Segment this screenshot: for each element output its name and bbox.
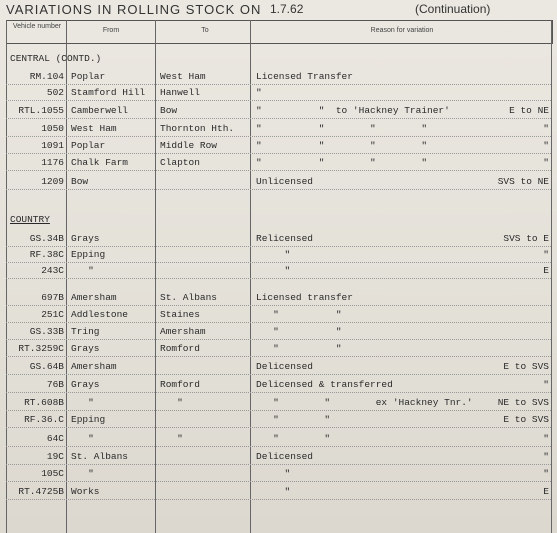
row-divider [6,278,551,279]
cell-to: St. Albans [160,292,218,303]
cell-vehicle: 1209 [41,176,64,187]
cell-reason: Licensed transfer [256,292,353,303]
cell-reason: Unlicensed [256,176,314,187]
cell-vehicle: 251C [41,309,64,320]
cell-vehicle: 19C [46,451,64,462]
cell-from: Stamford Hill [71,87,146,98]
cell-to: Staines [160,309,200,320]
cell-reason: Delicensed [256,361,314,372]
cell-vehicle: 1050 [41,123,64,134]
row-divider [6,374,551,375]
cell-from: Tring [71,326,100,337]
cell-area-change: SVS to NE [497,176,549,187]
cell-vehicle: 243C [41,265,64,276]
section-country: COUNTRY [10,214,50,225]
cell-to: Amersham [160,326,206,337]
cell-area-change: E to SVS [503,414,549,425]
cell-area-change: E [543,265,549,276]
cell-vehicle: 64C [46,433,64,444]
column-header-row [6,20,553,44]
cell-vehicle: GS.33B [29,326,64,337]
cell-to: Middle Row [160,140,218,151]
cell-area-change: " [543,140,549,151]
row-divider [6,339,551,340]
cell-vehicle: RF.36.C [24,414,64,425]
cell-area-change: NE to SVS [497,397,549,408]
row-divider [6,499,551,500]
cell-from: Camberwell [71,105,129,116]
row-divider [6,153,551,154]
column-header-reason: Reason for variation [370,27,434,34]
cell-from: Grays [71,343,100,354]
cell-reason: " " [256,414,331,425]
cell-from: Grays [71,233,100,244]
cell-from: Works [71,486,100,497]
cell-area-change: " [543,379,549,390]
cell-reason: " " [256,309,342,320]
row-divider [6,170,551,171]
cell-to: " [160,397,183,408]
cell-from: Epping [71,249,106,260]
cell-from: " [71,468,94,479]
cell-from: Chalk Farm [71,157,129,168]
document-title: VARIATIONS IN ROLLING STOCK ON [6,2,262,17]
cell-reason: Delicensed [256,451,314,462]
column-header-vehicle: Vehicle number [12,23,62,30]
cell-vehicle: RM.104 [29,71,64,82]
cell-from: Poplar [71,140,106,151]
cell-from: " [71,265,94,276]
cell-to: Romford [160,379,200,390]
cell-from: " [71,433,94,444]
cell-to: Hanwell [160,87,200,98]
cell-reason: " [256,265,291,276]
document-date: 1.7.62 [270,2,304,16]
row-divider [6,481,551,482]
row-divider [6,446,551,447]
cell-vehicle: 1091 [41,140,64,151]
cell-from: Grays [71,379,100,390]
cell-reason: " " ex 'Hackney Tnr.' [256,397,473,408]
cell-reason: " " " " [256,140,428,151]
cell-vehicle: RTL.1055 [18,105,64,116]
cell-area-change: E to NE [509,105,549,116]
cell-reason: " [256,486,291,497]
section-central: CENTRAL (CONTD.) [10,53,102,64]
cell-vehicle: 1176 [41,157,64,168]
cell-from: West Ham [71,123,117,134]
cell-vehicle: 502 [46,87,64,98]
cell-reason: " " [256,433,331,444]
row-divider [6,100,551,101]
cell-vehicle: GS.34B [29,233,64,244]
row-divider [6,136,551,137]
cell-vehicle: 697B [41,292,64,303]
cell-vehicle: RT.608B [24,397,64,408]
row-divider [6,427,551,428]
cell-to: Clapton [160,157,200,168]
cell-from: St. Albans [71,451,129,462]
cell-reason: Delicensed & transferred [256,379,393,390]
cell-to: Thornton Hth. [160,123,235,134]
row-divider [6,392,551,393]
column-header-to: To [201,27,209,34]
cell-reason: " [256,87,262,98]
cell-reason: " " [256,326,342,337]
cell-area-change: " [543,451,549,462]
cell-reason: Relicensed [256,233,314,244]
row-divider [6,322,551,323]
cell-from: Addlestone [71,309,129,320]
cell-to: Bow [160,105,178,116]
cell-area-change: " [543,433,549,444]
cell-from: " [71,397,94,408]
cell-reason: " [256,468,291,479]
cell-reason: " " [256,343,342,354]
cell-reason: " " " " [256,123,428,134]
row-divider [6,464,551,465]
continuation-label: (Continuation) [415,2,491,16]
row-divider [6,305,551,306]
cell-vehicle: RT.4725B [18,486,64,497]
cell-reason: Licensed Transfer [256,71,353,82]
cell-area-change: " [543,249,549,260]
cell-reason: " [256,249,291,260]
cell-area-change: " [543,123,549,134]
cell-area-change: SVS to E [503,233,549,244]
cell-to: " [160,433,183,444]
cell-area-change: " [543,157,549,168]
cell-from: Amersham [71,292,117,303]
cell-from: Epping [71,414,106,425]
row-divider [6,410,551,411]
cell-from: Bow [71,176,89,187]
cell-vehicle: 105C [41,468,64,479]
cell-to: Romford [160,343,200,354]
title-bar [0,0,557,20]
cell-to: West Ham [160,71,206,82]
row-divider [6,189,551,190]
cell-reason: " " " " [256,157,428,168]
cell-vehicle: 76B [46,379,64,390]
cell-reason: " " to 'Hackney Trainer' [256,105,450,116]
cell-vehicle: GS.64B [29,361,64,372]
column-header-from: From [102,27,120,34]
cell-area-change: E to SVS [503,361,549,372]
cell-vehicle: RF.38C [29,249,64,260]
cell-from: Poplar [71,71,106,82]
cell-area-change: " [543,468,549,479]
cell-area-change: E [543,486,549,497]
cell-from: Amersham [71,361,117,372]
cell-vehicle: RT.3259C [18,343,64,354]
row-divider [6,356,551,357]
row-divider [6,118,551,119]
